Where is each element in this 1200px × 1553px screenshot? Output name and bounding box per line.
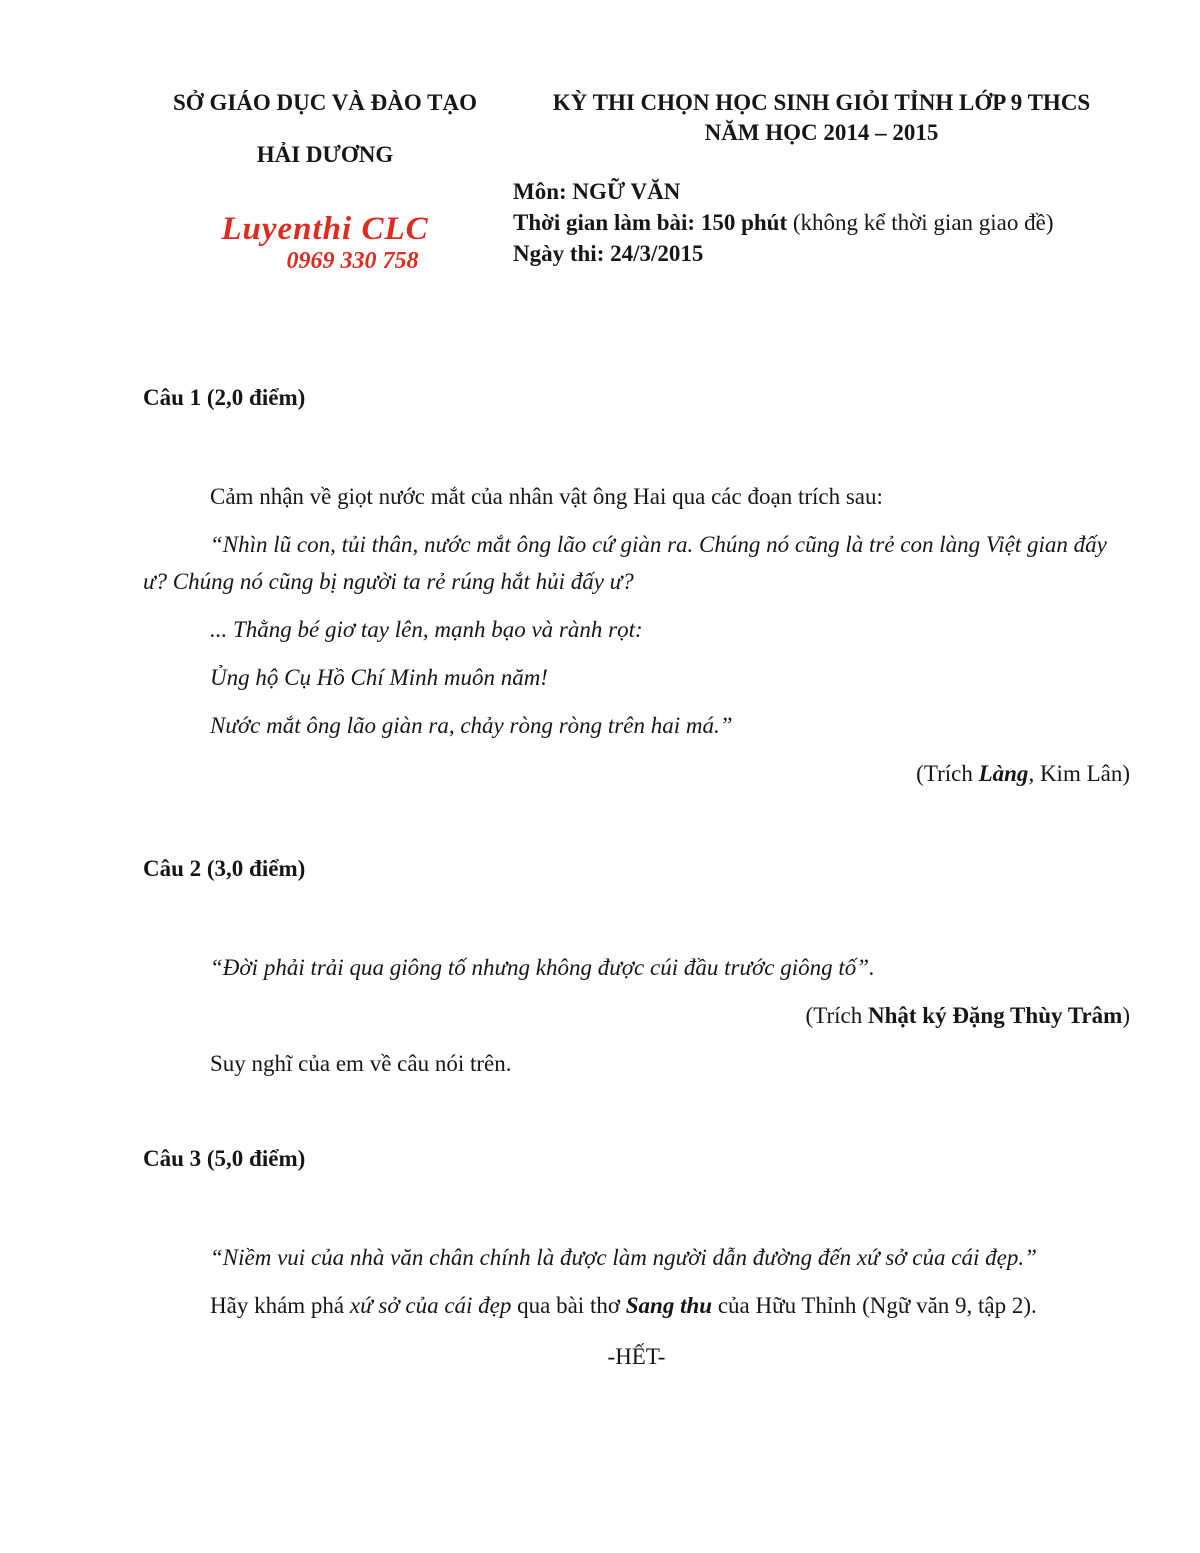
question-1-quote-paragraph: “Nhìn lũ con, tủi thân, nước mắt ông lão cứ giàn ra. Chúng nó cũng là trẻ con làng Việt gian đấy ư? Chúng nó cũng bị người ta rẻ rúng hắt hủi đấy ư? <box>143 532 1107 594</box>
end-marker: -HẾT- <box>607 1344 666 1369</box>
task-text: của Hữu Thỉnh (Ngữ văn 9, tập 2). <box>712 1293 1037 1318</box>
question-2-heading: Câu 2 (3,0 điểm) <box>143 856 306 881</box>
question-3-heading: Câu 3 (5,0 điểm) <box>143 1146 306 1171</box>
exam-title: KỲ THI CHỌN HỌC SINH GIỎI TỈNH LỚP 9 THCS <box>552 90 1091 115</box>
question-2-quote: “Đời phải trải qua giông tố nhưng không được cúi đầu trước giông tố”. <box>210 955 875 980</box>
question-1-quote-line-4: Nước mắt ông lão giàn ra, chảy ròng ròng trên hai má.” <box>210 713 733 738</box>
time-limit-bold: Thời gian làm bài: 150 phút <box>513 210 788 235</box>
poem-title: Sang thu <box>625 1293 713 1318</box>
issuing-authority-block <box>143 88 507 274</box>
subject-line: Môn: NGỮ VĂN <box>513 179 681 204</box>
question-3-quote: “Niềm vui của nhà văn chân chính là được làm người dẫn đường đến xứ sở của cái đẹp.” <box>210 1245 1037 1270</box>
document-header <box>143 88 1130 274</box>
department-name: SỞ GIÁO DỤC VÀ ĐÀO TẠO <box>173 90 477 115</box>
citation-suffix: ) <box>1122 1003 1130 1028</box>
citation-prefix: (Trích <box>916 761 979 786</box>
logo-phone-number: 0969 330 758 <box>286 248 419 274</box>
time-limit-note: (không kể thời gian giao đề) <box>787 210 1054 235</box>
exam-date-line: Ngày thi: 24/3/2015 <box>513 241 704 266</box>
exam-meta-block <box>513 176 1130 269</box>
question-1-quote-line-2: ... Thằng bé giơ tay lên, mạnh bạo và rành rọt: <box>210 617 643 642</box>
cited-work-title: Nhật ký Đặng Thùy Trâm <box>867 1003 1123 1028</box>
logo-text: Luyenthi CLC <box>221 211 429 247</box>
task-text: qua bài thơ <box>511 1293 626 1318</box>
citation-prefix: (Trích <box>805 1003 868 1028</box>
task-italic-phrase: xứ sở của cái đẹp <box>349 1293 512 1318</box>
question-2-citation <box>143 997 1130 1034</box>
department-province: HẢI DƯƠNG <box>256 142 394 167</box>
question-1-intro: Cảm nhận về giọt nước mắt của nhân vật ông Hai qua các đoạn trích sau: <box>210 484 883 509</box>
exam-body <box>143 379 1130 1375</box>
time-limit-line <box>513 207 1130 238</box>
cited-work-title: Làng <box>978 761 1029 786</box>
question-2-task: Suy nghĩ của em về câu nói trên. <box>210 1051 512 1076</box>
luyenthi-clc-logo <box>143 210 507 274</box>
question-1-citation <box>143 755 1130 792</box>
exam-info-block <box>507 88 1130 269</box>
question-3-task <box>143 1287 1130 1324</box>
question-1-quote-line-3: Ủng hộ Cụ Hồ Chí Minh muôn năm! <box>210 665 548 690</box>
citation-suffix: , Kim Lân) <box>1028 761 1130 786</box>
exam-school-year: NĂM HỌC 2014 – 2015 <box>704 120 939 145</box>
task-text: Hãy khám phá <box>210 1293 350 1318</box>
question-1-heading: Câu 1 (2,0 điểm) <box>143 385 306 410</box>
